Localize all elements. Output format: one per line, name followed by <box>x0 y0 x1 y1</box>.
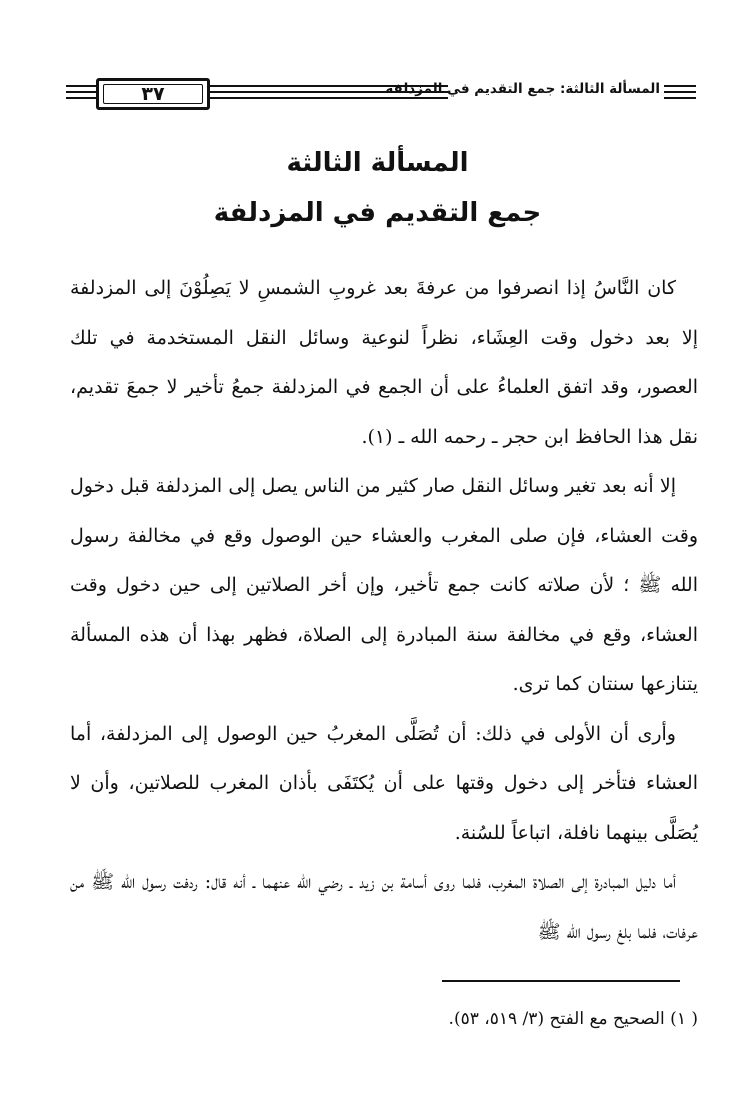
running-title: المسألة الثالثة: جمع التقديم في المزدلفة <box>385 81 660 97</box>
paragraph: كان النَّاسُ إذا انصرفوا من عرفةَ بعد غروبِ الشمسِ لا يَصِلُوْنَ إلى المزدلفة إلا بعد دخول وقت العِشَاء، نظراً لنوعية وسائل النقل المستخدمة في تلك العصور، وقد اتفق العلماءُ على أن الجمع في المزدلفة جمعُ تأخير لا جمعَ تقديم، نقل هذا الحافظ ابن حجر ـ رحمه الله ـ (١). <box>70 277 698 448</box>
page-number-box <box>96 78 210 110</box>
section-title: المسألة الثالثة <box>286 148 469 178</box>
body-text <box>70 264 698 957</box>
footnote: ( ١) الصحيح مع الفتح (٣/ ٥١٩، ٥٣). <box>448 1009 698 1029</box>
paragraph: وأرى أن الأولى في ذلك: أن تُصَلَّى المغربُ حين الوصول إلى المزدلفة، أما العشاء فتأخر إلى دخول وقتها على أن يُكتَفَى بأذان المغرب للصلاتين، وأن لا يُصَلَّى بينهما نافلة، اتباعاً للسُنة. <box>70 722 698 844</box>
paragraph: أما دليل المبادرة إلى الصلاة المغرب، فلما روى أسامة بن زيد ـ رضي الله عنهما ـ أنه قال: ردفت رسول الله ﷺ من عرفات، فلما بلغ رسول الله ﷺ <box>70 871 698 943</box>
header-rule-right <box>664 85 696 103</box>
page-header <box>66 72 696 116</box>
page-number: ٣٧ <box>141 83 165 105</box>
section-subtitle: جمع التقديم في المزدلفة <box>213 198 542 228</box>
paragraph: إلا أنه بعد تغير وسائل النقل صار كثير من الناس يصل إلى المزدلفة قبل دخول وقت العشاء، فإن صلى المغرب والعشاء حين الوصول وقع في مخالفة رسول الله ﷺ ؛ لأن صلاته كانت جمع تأخير، وإن أخر الصلاتين إلى حين دخول وقت العشاء، وقع في مخالفة سنة المبادرة إلى الصلاة، فظهر بهذا أن هذه المسألة يتنازعها سنتان كما ترى. <box>70 475 698 695</box>
header-rule-left <box>66 85 96 103</box>
footnote-separator <box>442 980 680 982</box>
